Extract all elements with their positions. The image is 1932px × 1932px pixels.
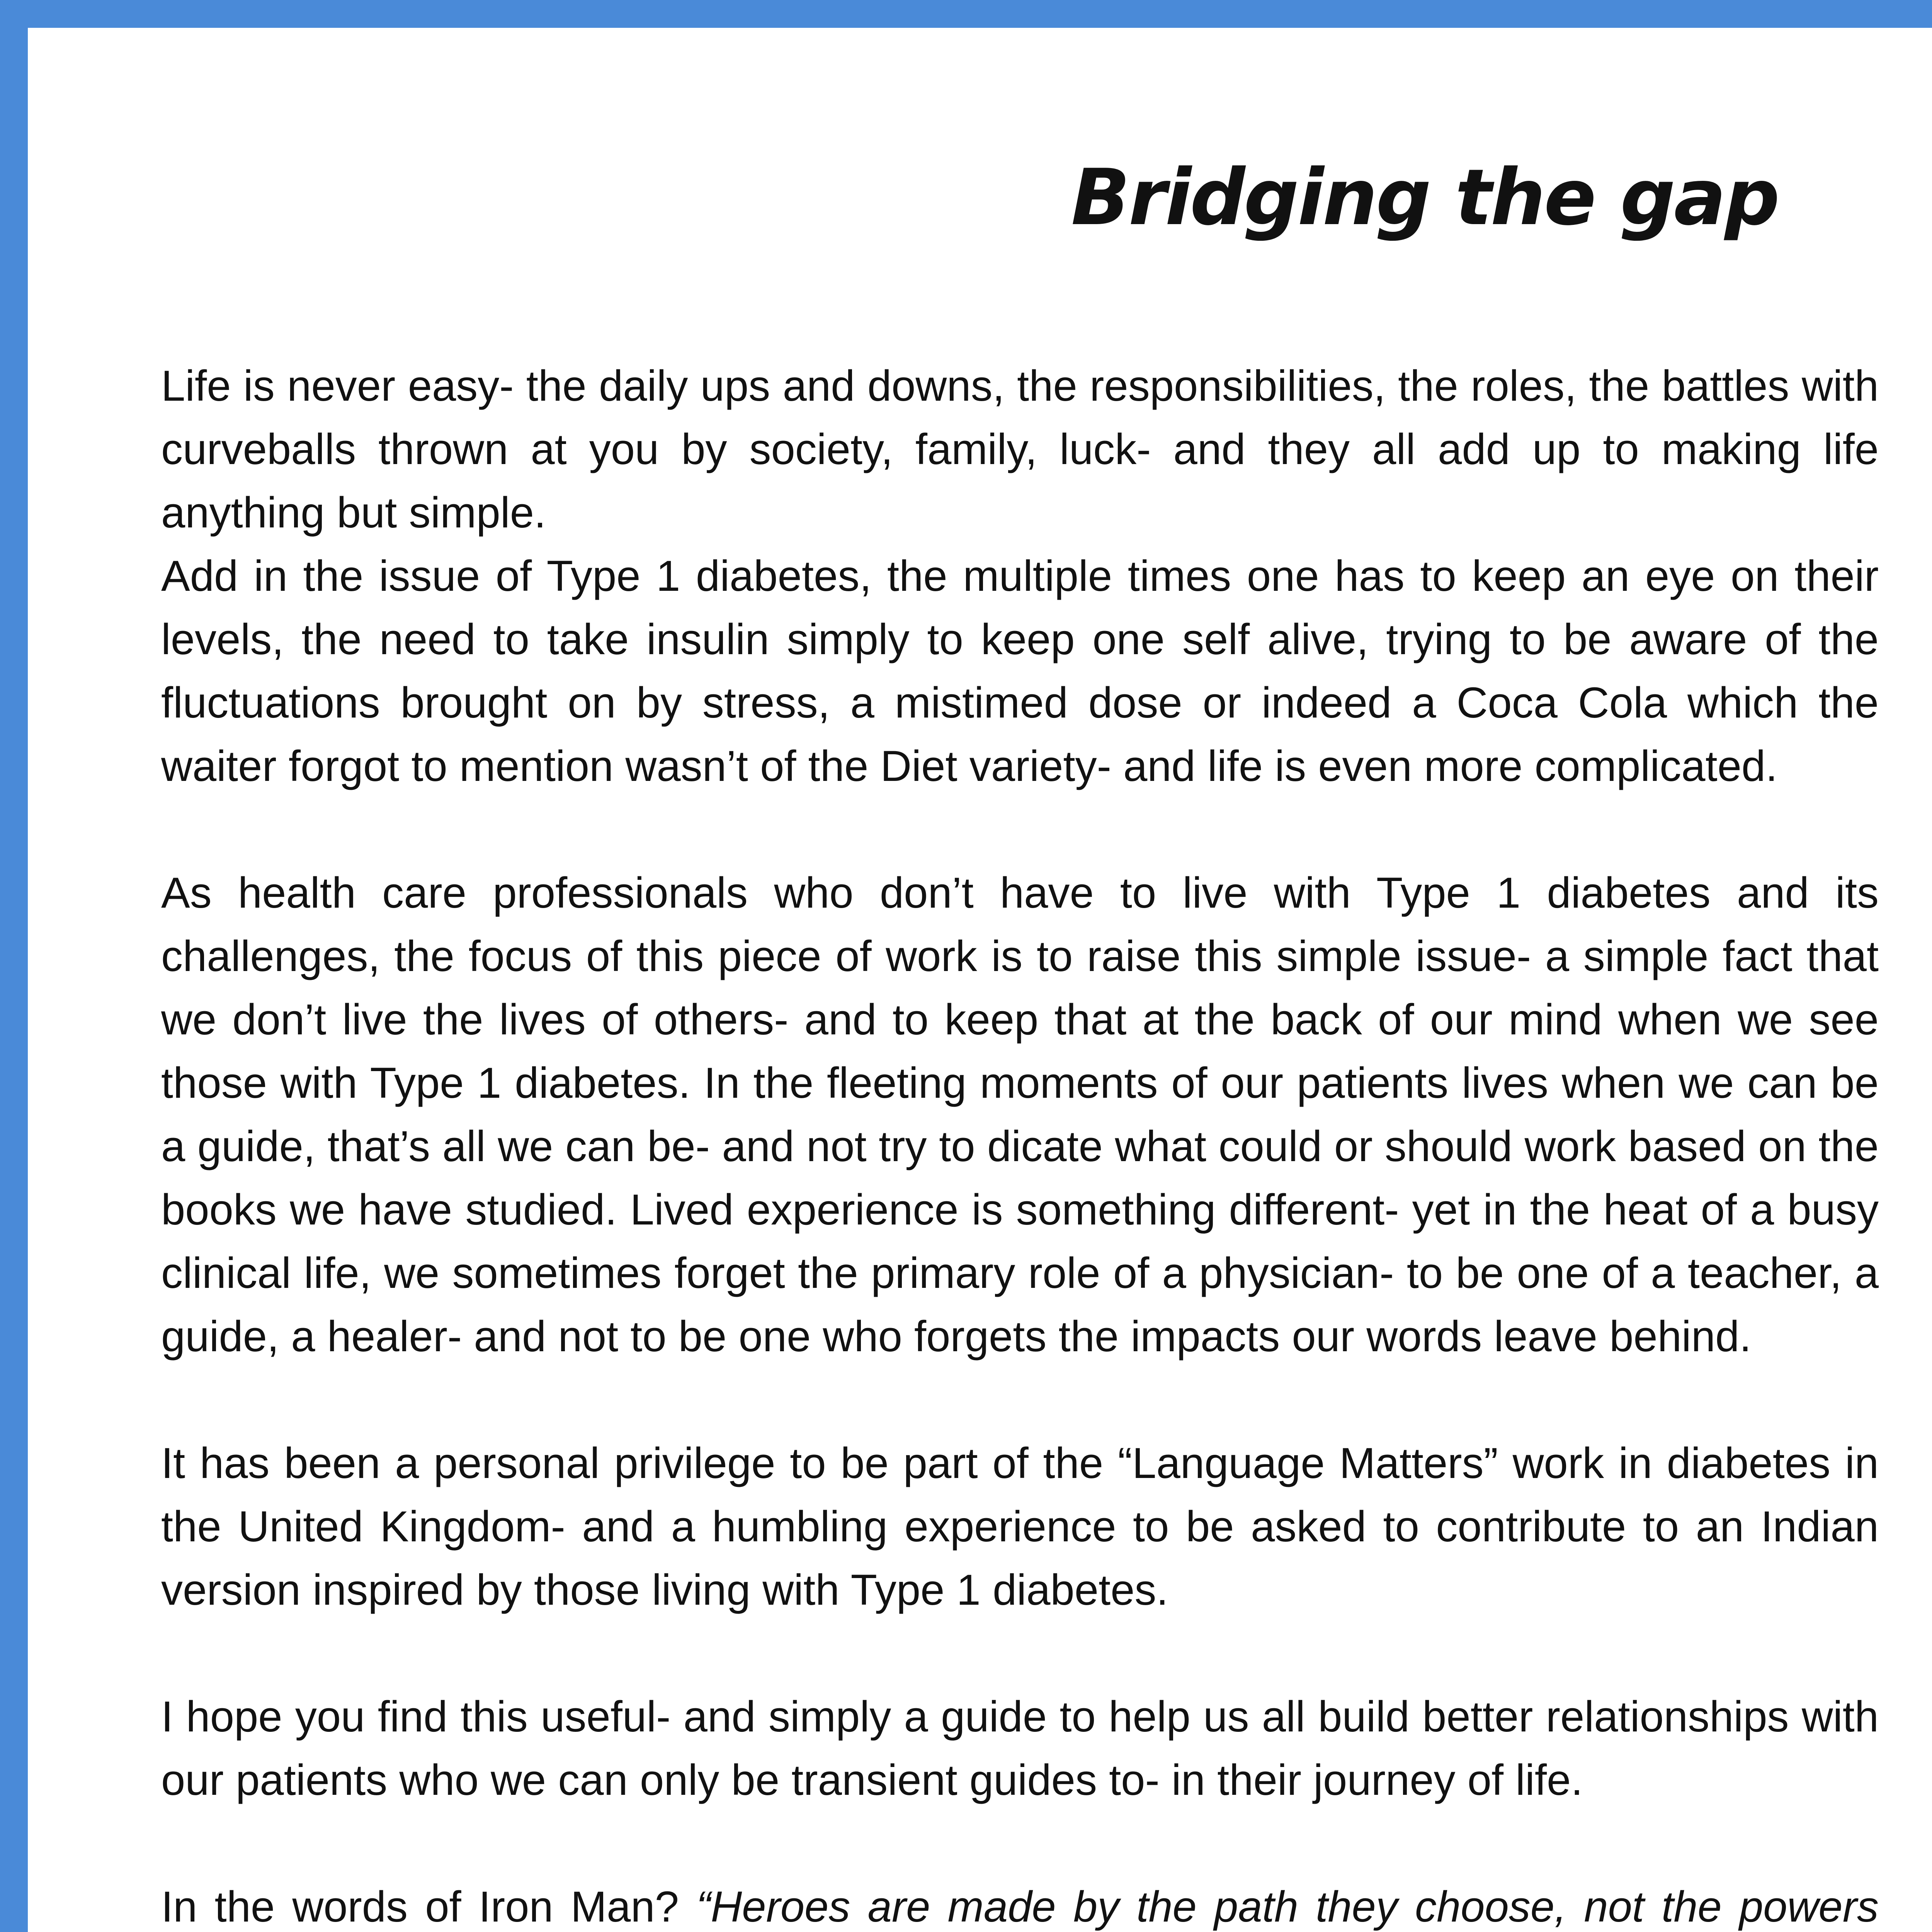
- article-body: [161, 354, 1879, 1932]
- paragraph-type-1-diabetes: Add in the issue of Type 1 diabetes, the multiple times one has to keep an eye on their levels, the need to take insulin simply to keep one self alive, trying to be aware of the fluctuations brought on by stress, a mistimed dose or indeed a Coca Cola which the waiter forgot to mention wasn’t of the Diet variety- and life is even more complicated.: [161, 552, 1879, 790]
- iron-man-quote: “Heroes are made by the path they choose, not the powers: [696, 1883, 1879, 1931]
- page-title: Bridging the gap: [1071, 153, 1779, 243]
- quote-intro: In the words of Iron Man?: [161, 1883, 697, 1931]
- paragraph-language-matters: It has been a personal privilege to be part of the “Language Matters” work in diabetes in the United Kingdom- and a humbling experience to be asked to contribute to an Indian version inspired by those living with Type 1 diabetes.: [161, 1439, 1879, 1614]
- iron-man-quote-paragraph: [161, 1875, 1879, 1932]
- paragraph-life-never-easy: Life is never easy- the daily ups and downs, the responsibilities, the roles, the battles with curveballs thrown at you by society, family, luck- and they all add up to making life anything but simple.: [161, 362, 1879, 537]
- paragraph-hope-useful: I hope you find this useful- and simply a guide to help us all build better relationships with our patients who we can only be transient guides to- in their journey of life.: [161, 1692, 1879, 1804]
- paragraph-health-care-professionals: As health care professionals who don’t have to live with Type 1 diabetes and its challenges, the focus of this piece of work is to raise this simple issue- a simple fact that we don’t live the lives of others- and to keep that at the back of our mind when we see those with Type 1 diabetes. In the fleeting moments of our patients lives when we can be a guide, that’s all we can be- and not try to dicate what could or should work based on the books we have studied. Lived experience is something different- yet in the heat of a busy clinical life, we sometimes forget the primary role of a physician- to be one of a teacher, a guide, a healer- and not to be one who forgets the impacts our words leave behind.: [161, 869, 1879, 1361]
